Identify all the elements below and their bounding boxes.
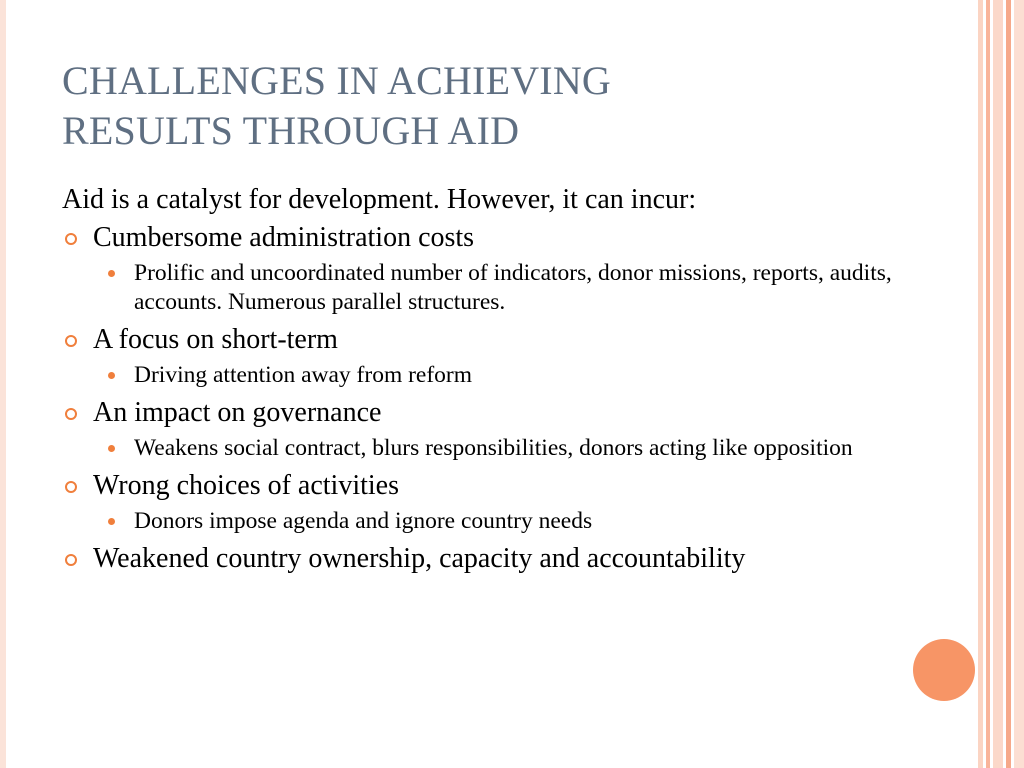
bullet-item: [62, 396, 922, 430]
bullet-item: [62, 542, 922, 576]
decorative-circle: [913, 639, 975, 701]
bullet-item: [62, 323, 922, 357]
slide-title: [62, 56, 922, 156]
bullet-text: An impact on governance: [93, 397, 382, 428]
slide-body: [62, 183, 922, 576]
sub-bullet-text: Prolific and uncoordinated number of indicators, donor missions, reports, audits, accounts. Numerous parallel structures.: [134, 260, 892, 315]
dot-bullet-icon: [108, 518, 115, 525]
title-line: RESULTS THROUGH AID: [62, 108, 520, 153]
sub-bullet-item: [62, 361, 922, 390]
dot-bullet-icon: [108, 270, 115, 277]
stripe: [978, 0, 983, 768]
ring-bullet-icon: [65, 335, 77, 347]
sub-bullet-text: Donors impose agenda and ignore country needs: [134, 508, 593, 534]
bullet-text: A focus on short-term: [93, 324, 338, 355]
bullet-text: Weakened country ownership, capacity and accountability: [93, 543, 746, 574]
stripe: [986, 0, 990, 768]
dot-bullet-icon: [108, 372, 115, 379]
dot-bullet-icon: [108, 445, 115, 452]
title-line: CHALLENGES IN ACHIEVING: [62, 58, 611, 103]
sub-bullet-text: Driving attention away from reform: [134, 362, 473, 388]
stripe: [993, 0, 1003, 768]
sub-bullet-item: [62, 434, 922, 463]
stripe: [1014, 0, 1024, 768]
stripe: [1006, 0, 1011, 768]
ring-bullet-icon: [65, 481, 77, 493]
bullet-text: Wrong choices of activities: [93, 470, 399, 501]
bullet-item: [62, 469, 922, 503]
bullet-item: [62, 221, 922, 255]
ring-bullet-icon: [65, 233, 77, 245]
ring-bullet-icon: [65, 408, 77, 420]
ring-bullet-icon: [65, 554, 77, 566]
bullet-text: Cumbersome administration costs: [93, 222, 475, 253]
sub-bullet-text: Weakens social contract, blurs responsibilities, donors acting like opposition: [134, 435, 853, 461]
right-stripe-decoration: [978, 0, 1024, 768]
intro-text: Aid is a catalyst for development. However, it can incur:: [62, 184, 697, 215]
left-edge-decoration: [0, 0, 6, 768]
sub-bullet-item: [62, 507, 922, 536]
sub-bullet-item: [62, 259, 922, 317]
